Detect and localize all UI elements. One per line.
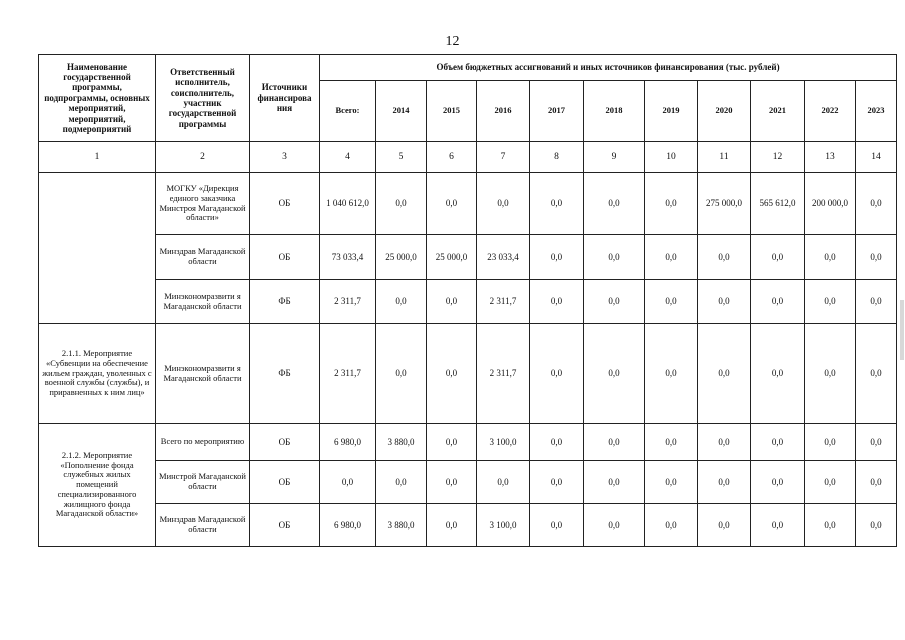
value-cell: 23 033,4 (477, 235, 530, 280)
value-cell: 565 612,0 (751, 173, 805, 235)
value-cell: 0,0 (376, 461, 427, 504)
value-cell: 0,0 (530, 324, 584, 424)
value-cell: 0,0 (856, 424, 897, 461)
value-cell: 0,0 (530, 424, 584, 461)
value-cell: 0,0 (805, 424, 856, 461)
value-cell: 0,0 (645, 324, 698, 424)
value-cell: 1 040 612,0 (320, 173, 376, 235)
column-number: 4 (320, 142, 376, 173)
executor-cell: Минздрав Магаданской области (156, 504, 250, 547)
activity-cell: 2.1.2. Мероприятие «Пополнение фонда служебных жилых помещений специализированного жилищного фонда Магаданской области» (39, 424, 156, 547)
value-cell: 0,0 (477, 461, 530, 504)
page-number: 12 (445, 34, 460, 49)
value-cell: 0,0 (751, 424, 805, 461)
executor-cell: Всего по мероприятию (156, 424, 250, 461)
value-cell: 0,0 (376, 173, 427, 235)
column-number: 14 (856, 142, 897, 173)
header-year: 2021 (751, 81, 805, 142)
value-cell: 0,0 (698, 235, 751, 280)
value-cell: 0,0 (530, 504, 584, 547)
value-cell: 0,0 (427, 504, 477, 547)
value-cell: 0,0 (645, 173, 698, 235)
value-cell: 0,0 (427, 461, 477, 504)
value-cell: 0,0 (427, 324, 477, 424)
scan-edge-mark (900, 300, 904, 360)
table-row (39, 504, 897, 547)
value-cell: 0,0 (584, 173, 645, 235)
value-cell: 0,0 (805, 324, 856, 424)
column-number: 3 (250, 142, 320, 173)
column-number: 8 (530, 142, 584, 173)
header-source: Источники финансирова ния (250, 55, 320, 142)
value-cell: 0,0 (698, 504, 751, 547)
executor-cell: Минэкономразвити я Магаданской области (156, 324, 250, 424)
source-cell: ОБ (250, 235, 320, 280)
value-cell: 0,0 (530, 280, 584, 324)
column-number: 12 (751, 142, 805, 173)
value-cell: 2 311,7 (477, 324, 530, 424)
value-cell: 6 980,0 (320, 424, 376, 461)
header-total: Всего: (320, 81, 376, 142)
value-cell: 0,0 (584, 235, 645, 280)
value-cell: 0,0 (805, 280, 856, 324)
value-cell: 0,0 (584, 504, 645, 547)
value-cell: 0,0 (376, 324, 427, 424)
value-cell: 0,0 (856, 461, 897, 504)
table-row (39, 280, 897, 324)
value-cell: 0,0 (584, 324, 645, 424)
value-cell: 0,0 (427, 424, 477, 461)
header-year: 2016 (477, 81, 530, 142)
value-cell: 275 000,0 (698, 173, 751, 235)
value-cell: 0,0 (856, 235, 897, 280)
header-year: 2018 (584, 81, 645, 142)
value-cell: 0,0 (477, 173, 530, 235)
budget-table (38, 54, 897, 547)
value-cell: 0,0 (698, 324, 751, 424)
header-year: 2019 (645, 81, 698, 142)
value-cell: 25 000,0 (427, 235, 477, 280)
column-number: 7 (477, 142, 530, 173)
executor-cell: Минстрой Магаданской области (156, 461, 250, 504)
column-number-row (39, 142, 897, 173)
activity-cell-empty (39, 173, 156, 324)
header-year: 2014 (376, 81, 427, 142)
value-cell: 0,0 (698, 424, 751, 461)
value-cell: 2 311,7 (320, 280, 376, 324)
value-cell: 3 880,0 (376, 424, 427, 461)
column-number: 5 (376, 142, 427, 173)
executor-cell: Минэкономразвити я Магаданской области (156, 280, 250, 324)
header-year: 2022 (805, 81, 856, 142)
value-cell: 0,0 (698, 461, 751, 504)
source-cell: ОБ (250, 461, 320, 504)
table-row (39, 235, 897, 280)
table-row (39, 461, 897, 504)
header-year: 2023 (856, 81, 897, 142)
column-number: 2 (156, 142, 250, 173)
value-cell: 0,0 (645, 461, 698, 504)
value-cell: 0,0 (584, 424, 645, 461)
activity-cell: 2.1.1. Мероприятие «Субвенции на обеспечение жильем граждан, уволенных с военной службы (службы), и приравненных к ним лиц» (39, 324, 156, 424)
header-volume: Объем бюджетных ассигнований и иных источников финансирования (тыс. рублей) (320, 55, 897, 81)
value-cell: 0,0 (530, 235, 584, 280)
table-row (39, 324, 897, 424)
value-cell: 2 311,7 (477, 280, 530, 324)
value-cell: 0,0 (751, 324, 805, 424)
value-cell: 25 000,0 (376, 235, 427, 280)
table-row (39, 173, 897, 235)
header-executor: Ответственный исполнитель, соисполнитель, участник государственной программы (156, 55, 250, 142)
value-cell: 0,0 (751, 504, 805, 547)
value-cell: 0,0 (645, 504, 698, 547)
header-year: 2020 (698, 81, 751, 142)
value-cell: 0,0 (320, 461, 376, 504)
value-cell: 0,0 (856, 324, 897, 424)
value-cell: 3 100,0 (477, 504, 530, 547)
value-cell: 2 311,7 (320, 324, 376, 424)
column-number: 13 (805, 142, 856, 173)
table-row (39, 424, 897, 461)
value-cell: 0,0 (751, 461, 805, 504)
value-cell: 0,0 (805, 235, 856, 280)
column-number: 10 (645, 142, 698, 173)
value-cell: 0,0 (427, 280, 477, 324)
value-cell: 0,0 (751, 280, 805, 324)
source-cell: ФБ (250, 280, 320, 324)
value-cell: 0,0 (645, 280, 698, 324)
header-year: 2017 (530, 81, 584, 142)
column-number: 11 (698, 142, 751, 173)
source-cell: ОБ (250, 424, 320, 461)
column-number: 6 (427, 142, 477, 173)
value-cell: 0,0 (805, 461, 856, 504)
value-cell: 0,0 (645, 235, 698, 280)
value-cell: 6 980,0 (320, 504, 376, 547)
value-cell: 0,0 (584, 280, 645, 324)
value-cell: 3 880,0 (376, 504, 427, 547)
value-cell: 0,0 (856, 504, 897, 547)
executor-cell: МОГКУ «Дирекция единого заказчика Минстроя Магаданской области» (156, 173, 250, 235)
executor-cell: Минздрав Магаданской области (156, 235, 250, 280)
value-cell: 200 000,0 (805, 173, 856, 235)
column-number: 9 (584, 142, 645, 173)
value-cell: 0,0 (376, 280, 427, 324)
value-cell: 73 033,4 (320, 235, 376, 280)
value-cell: 0,0 (645, 424, 698, 461)
header-name: Наименование государственной программы, подпрограммы, основных мероприятий, мероприятий, подмероприятий (39, 55, 156, 142)
value-cell: 0,0 (751, 235, 805, 280)
value-cell: 0,0 (805, 504, 856, 547)
column-number: 1 (39, 142, 156, 173)
value-cell: 3 100,0 (477, 424, 530, 461)
value-cell: 0,0 (530, 461, 584, 504)
value-cell: 0,0 (856, 280, 897, 324)
value-cell: 0,0 (698, 280, 751, 324)
header-year: 2015 (427, 81, 477, 142)
value-cell: 0,0 (530, 173, 584, 235)
source-cell: ОБ (250, 504, 320, 547)
source-cell: ФБ (250, 324, 320, 424)
value-cell: 0,0 (427, 173, 477, 235)
source-cell: ОБ (250, 173, 320, 235)
value-cell: 0,0 (584, 461, 645, 504)
value-cell: 0,0 (856, 173, 897, 235)
